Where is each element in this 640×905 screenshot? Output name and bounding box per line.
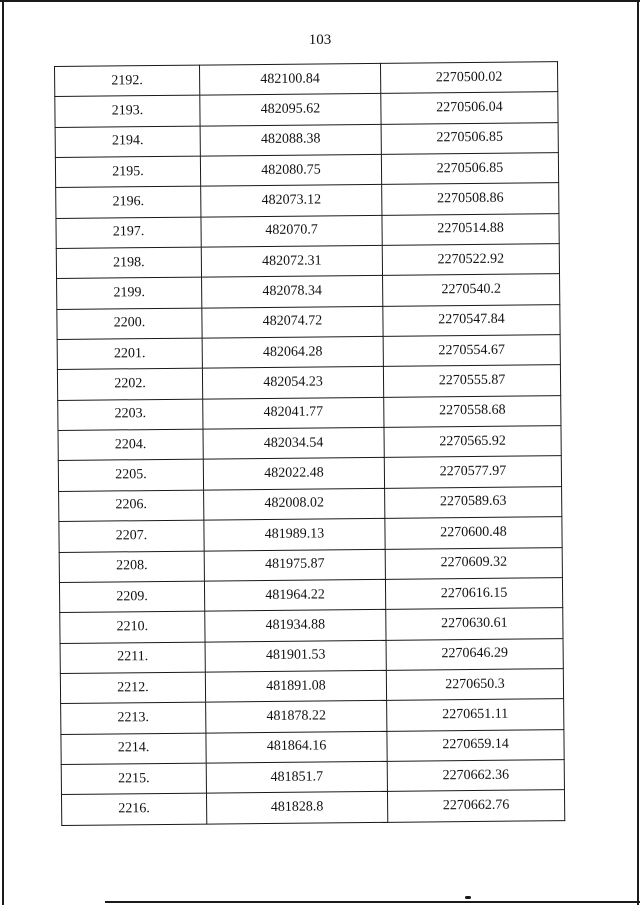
point-number-cell: 2216.	[61, 793, 206, 825]
y-coordinate-cell: 2270589.63	[385, 486, 562, 518]
table-row	[56, 213, 559, 248]
x-coordinate-cell: 482041.77	[203, 397, 384, 429]
y-coordinate-cell: 2270514.88	[382, 213, 559, 245]
point-number-cell: 2210.	[60, 611, 205, 643]
point-number-cell: 2192.	[55, 65, 200, 97]
point-number-cell: 2197.	[56, 217, 201, 249]
table-row	[57, 335, 560, 370]
x-coordinate-cell: 482070.7	[201, 215, 382, 247]
x-coordinate-cell: 481891.08	[205, 670, 386, 702]
page-border-top	[0, 0, 640, 2]
x-coordinate-cell: 482078.34	[202, 276, 383, 308]
y-coordinate-cell: 2270547.84	[383, 304, 560, 336]
table-row	[59, 547, 562, 582]
table-row	[59, 517, 562, 552]
coordinates-table-wrapper	[54, 61, 561, 825]
x-coordinate-cell: 481989.13	[204, 519, 385, 551]
y-coordinate-cell: 2270609.32	[385, 547, 562, 579]
point-number-cell: 2206.	[59, 490, 204, 522]
table-row	[56, 244, 559, 279]
table-row	[60, 669, 563, 704]
table-row	[61, 699, 564, 734]
point-number-cell: 2214.	[61, 733, 206, 765]
y-coordinate-cell: 2270558.68	[384, 395, 561, 427]
y-coordinate-cell: 2270600.48	[385, 517, 562, 549]
point-number-cell: 2196.	[56, 186, 201, 218]
y-coordinate-cell: 2270651.11	[387, 699, 564, 731]
point-number-cell: 2215.	[61, 763, 206, 795]
point-number-cell: 2198.	[56, 247, 201, 279]
table-row	[57, 304, 560, 339]
table-row	[61, 760, 564, 795]
point-number-cell: 2205.	[58, 460, 203, 492]
x-coordinate-cell: 482073.12	[201, 185, 382, 217]
table-row	[61, 729, 564, 764]
table-row	[58, 426, 561, 461]
table-row	[58, 395, 561, 430]
y-coordinate-cell: 2270659.14	[387, 729, 564, 761]
y-coordinate-cell: 2270540.2	[383, 274, 560, 306]
x-coordinate-cell: 482095.62	[200, 94, 381, 126]
point-number-cell: 2212.	[60, 672, 205, 704]
x-coordinate-cell: 481851.7	[206, 761, 387, 793]
point-number-cell: 2209.	[59, 581, 204, 613]
x-coordinate-cell: 481901.53	[205, 640, 386, 672]
y-coordinate-cell: 2270554.67	[383, 335, 560, 367]
point-number-cell: 2211.	[60, 642, 205, 674]
point-number-cell: 2202.	[57, 369, 202, 401]
x-coordinate-cell: 481964.22	[204, 579, 385, 611]
y-coordinate-cell: 2270506.04	[381, 92, 558, 124]
point-number-cell: 2207.	[59, 520, 204, 552]
y-coordinate-cell: 2270508.86	[382, 183, 559, 215]
table-row	[56, 183, 559, 218]
point-number-cell: 2203.	[58, 399, 203, 431]
table-row	[55, 62, 558, 97]
point-number-cell: 2194.	[55, 126, 200, 158]
x-coordinate-cell: 481828.8	[206, 792, 387, 824]
x-coordinate-cell: 482022.48	[203, 458, 384, 490]
scan-mark	[465, 896, 471, 899]
x-coordinate-cell: 481975.87	[204, 549, 385, 581]
x-coordinate-cell: 482072.31	[201, 245, 382, 277]
x-coordinate-cell: 482088.38	[200, 124, 381, 156]
x-coordinate-cell: 482034.54	[203, 427, 384, 459]
y-coordinate-cell: 2270650.3	[386, 669, 563, 701]
x-coordinate-cell: 482064.28	[202, 336, 383, 368]
page-border-bottom	[105, 901, 640, 903]
x-coordinate-cell: 481864.16	[206, 731, 387, 763]
table-row	[61, 790, 564, 825]
coordinates-table-body	[55, 62, 565, 825]
point-number-cell: 2193.	[55, 95, 200, 127]
page-border-right	[637, 0, 639, 905]
y-coordinate-cell: 2270522.92	[382, 244, 559, 276]
page-border-left	[2, 0, 4, 905]
point-number-cell: 2213.	[61, 702, 206, 734]
y-coordinate-cell: 2270662.76	[387, 790, 564, 822]
y-coordinate-cell: 2270506.85	[381, 153, 558, 185]
point-number-cell: 2201.	[57, 338, 202, 370]
point-number-cell: 2195.	[55, 156, 200, 188]
table-row	[55, 153, 558, 188]
y-coordinate-cell: 2270506.85	[381, 122, 558, 154]
x-coordinate-cell: 482008.02	[204, 488, 385, 520]
point-number-cell: 2199.	[57, 277, 202, 309]
x-coordinate-cell: 481878.22	[206, 701, 387, 733]
table-row	[59, 577, 562, 612]
y-coordinate-cell: 2270577.97	[384, 456, 561, 488]
y-coordinate-cell: 2270555.87	[383, 365, 560, 397]
table-row	[59, 486, 562, 521]
point-number-cell: 2200.	[57, 308, 202, 340]
x-coordinate-cell: 482074.72	[202, 306, 383, 338]
y-coordinate-cell: 2270646.29	[386, 638, 563, 670]
table-row	[60, 608, 563, 643]
x-coordinate-cell: 482080.75	[200, 154, 381, 186]
y-coordinate-cell: 2270616.15	[385, 577, 562, 609]
table-row	[57, 274, 560, 309]
x-coordinate-cell: 481934.88	[205, 610, 386, 642]
x-coordinate-cell: 482054.23	[202, 367, 383, 399]
coordinates-table	[54, 61, 565, 825]
table-row	[55, 92, 558, 127]
page-number: 103	[308, 32, 332, 48]
table-row	[60, 638, 563, 673]
y-coordinate-cell: 2270565.92	[384, 426, 561, 458]
point-number-cell: 2208.	[59, 551, 204, 583]
y-coordinate-cell: 2270500.02	[380, 62, 557, 94]
table-row	[57, 365, 560, 400]
y-coordinate-cell: 2270662.36	[387, 760, 564, 792]
table-row	[58, 456, 561, 491]
y-coordinate-cell: 2270630.61	[386, 608, 563, 640]
x-coordinate-cell: 482100.84	[199, 63, 380, 95]
table-row	[55, 122, 558, 157]
point-number-cell: 2204.	[58, 429, 203, 461]
